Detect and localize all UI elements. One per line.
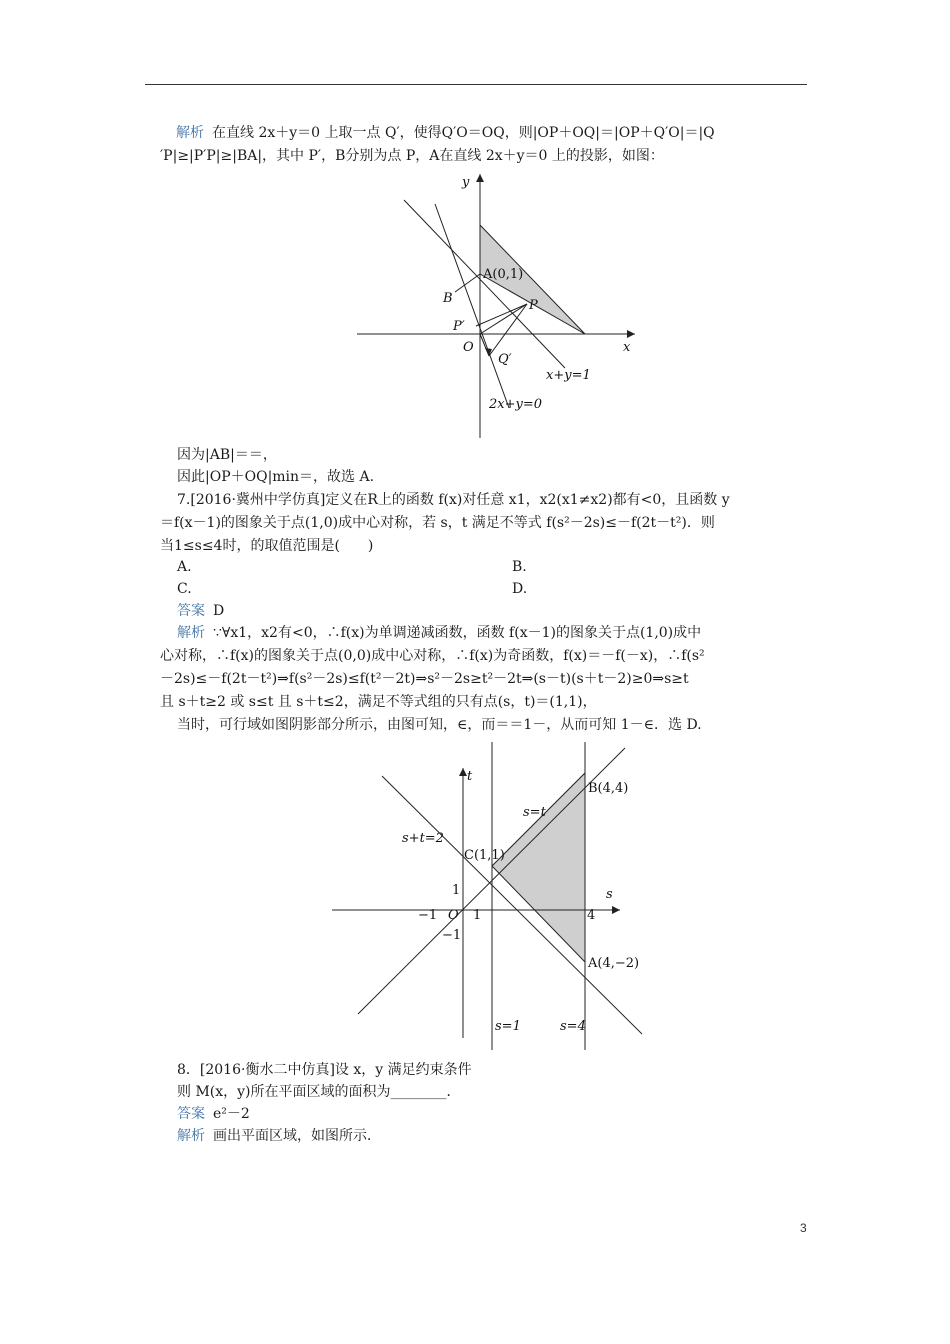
analysis-label: 解析 bbox=[176, 125, 204, 141]
origin-label: O bbox=[463, 340, 474, 355]
analysis-7-line-4 bbox=[160, 693, 597, 711]
text: 当时，可行域如图阴影部分所示，由图可知，∈，而＝＝1－，从而可知 1－∈．选 D. bbox=[177, 717, 702, 733]
text: 当1≤s≤4时，的取值范围是( ) bbox=[160, 538, 374, 554]
answer-8-line bbox=[177, 1105, 250, 1123]
analysis-7-line-5 bbox=[177, 716, 702, 734]
axis-s-label: s bbox=[606, 887, 613, 902]
analysis-label: 解析 bbox=[177, 1128, 205, 1144]
point-A-label: A(0,1) bbox=[483, 267, 524, 282]
question-7-line-3 bbox=[160, 537, 373, 555]
figure-feasible-region bbox=[330, 738, 655, 1056]
option-c bbox=[177, 580, 192, 598]
option-d bbox=[512, 580, 527, 598]
tick-s-minus1: −1 bbox=[418, 908, 438, 923]
text: －2s)≤－f(2t－t²)⇒f(s²－2s)≤f(t²－2t)⇒s²－2s≥t²－2t⇒(s－t)(s＋t－2)≥0⇒s≥t bbox=[160, 671, 689, 687]
point-P-label: P bbox=[529, 298, 538, 313]
axis-x-label: x bbox=[623, 340, 631, 355]
option-b bbox=[512, 558, 527, 576]
analysis-7-line-2 bbox=[160, 647, 705, 665]
answer-value: e²－2 bbox=[213, 1106, 250, 1122]
tick-t-1: 1 bbox=[452, 883, 461, 898]
line-s-eq-4-label: s=4 bbox=[560, 1019, 586, 1034]
text: 在直线 2x＋y＝0 上取一点 Q′，使得Q′O＝OQ，则|OP＋OQ|＝|OP＋Q′O|＝|Q bbox=[212, 125, 715, 141]
option-a bbox=[177, 558, 192, 576]
question-7-line-2 bbox=[160, 514, 715, 532]
question-8-line-2 bbox=[177, 1083, 461, 1101]
text: B. bbox=[512, 559, 527, 575]
point-C-label: C(1,1) bbox=[464, 848, 505, 863]
answer-line bbox=[177, 602, 224, 620]
axis-y-label: y bbox=[462, 175, 470, 190]
axis-t-label: t bbox=[467, 769, 473, 784]
text: 因为|AB|＝＝， bbox=[177, 447, 277, 463]
line-s-eq-1-label: s=1 bbox=[495, 1019, 521, 1034]
text: ∵∀x1，x2有<0，∴f(x)为单调递减函数，函数 f(x－1)的图象关于点(1,0)成中 bbox=[213, 625, 702, 641]
text: ′P|≥|P′P|≥|BA|，其中 P′，B分别为点 P，A在直线 2x＋y＝0 上的投影，如图： bbox=[160, 148, 664, 164]
question-8-line-1 bbox=[177, 1061, 472, 1079]
analysis-7-line-1 bbox=[177, 624, 701, 642]
question-7-line-1 bbox=[177, 491, 730, 509]
line-s-eq-t-label: s=t bbox=[523, 805, 546, 820]
text: ＝f(x－1)的图象关于点(1,0)成中心对称，若 s，t 满足不等式 f(s²－2s)≤－f(2t－t²)．则 bbox=[160, 515, 715, 531]
analysis-8-line bbox=[177, 1127, 381, 1145]
tick-s-4: 4 bbox=[587, 908, 596, 923]
text: 心对称，∴f(x)的图象关于点(0,0)成中心对称，∴f(x)为奇函数，f(x)＝－f(－x)，∴f(s² bbox=[160, 648, 705, 664]
text: 且 s＋t≥2 或 s≤t 且 s＋t≤2，满足不等式组的只有点(s，t)＝(1,1)， bbox=[160, 694, 597, 710]
point-A-label: A(4,−2) bbox=[588, 956, 640, 971]
page-number: 3 bbox=[800, 1221, 807, 1235]
point-B-label: B(4,4) bbox=[588, 781, 629, 796]
answer-label: 答案 bbox=[177, 1106, 205, 1122]
figure-projection bbox=[343, 168, 643, 443]
text: 因此|OP＋OQ|min＝，故选 A. bbox=[177, 469, 375, 485]
text: D. bbox=[512, 581, 528, 597]
point-Pprime-label: P′ bbox=[453, 319, 465, 334]
text-line-4 bbox=[177, 468, 374, 486]
text: 画出平面区域，如图所示． bbox=[213, 1128, 381, 1144]
text: C. bbox=[177, 581, 192, 597]
line-2x-plus-y-label: 2x+y=0 bbox=[489, 397, 543, 412]
point-B-label: B bbox=[443, 291, 453, 306]
analysis-label: 解析 bbox=[177, 625, 205, 641]
text-line-2 bbox=[160, 147, 664, 165]
answer-label: 答案 bbox=[177, 603, 205, 619]
tick-s-1: 1 bbox=[473, 908, 482, 923]
line-x-plus-y-label: x+y=1 bbox=[546, 368, 591, 383]
text: A. bbox=[177, 559, 192, 575]
origin-label: O bbox=[448, 908, 459, 923]
text: 7.[2016·冀州中学仿真]定义在R上的函数 f(x)对任意 x1，x2(x1≠x2)都有<0，且函数 y bbox=[177, 492, 730, 508]
point-Qprime-label: Q′ bbox=[498, 352, 512, 367]
text-line-3 bbox=[177, 446, 277, 464]
header-rule bbox=[145, 84, 807, 85]
text: 则 M(x，y)所在平面区域的面积为________． bbox=[177, 1084, 461, 1100]
answer-value: D bbox=[213, 603, 225, 619]
tick-t-minus1: −1 bbox=[442, 928, 462, 943]
text: 8．[2016·衡水二中仿真]设 x，y 满足约束条件 bbox=[177, 1062, 472, 1078]
analysis-7-line-3 bbox=[160, 670, 689, 688]
text-line-1 bbox=[176, 124, 715, 142]
line-s-plus-t-label: s+t=2 bbox=[402, 831, 444, 846]
